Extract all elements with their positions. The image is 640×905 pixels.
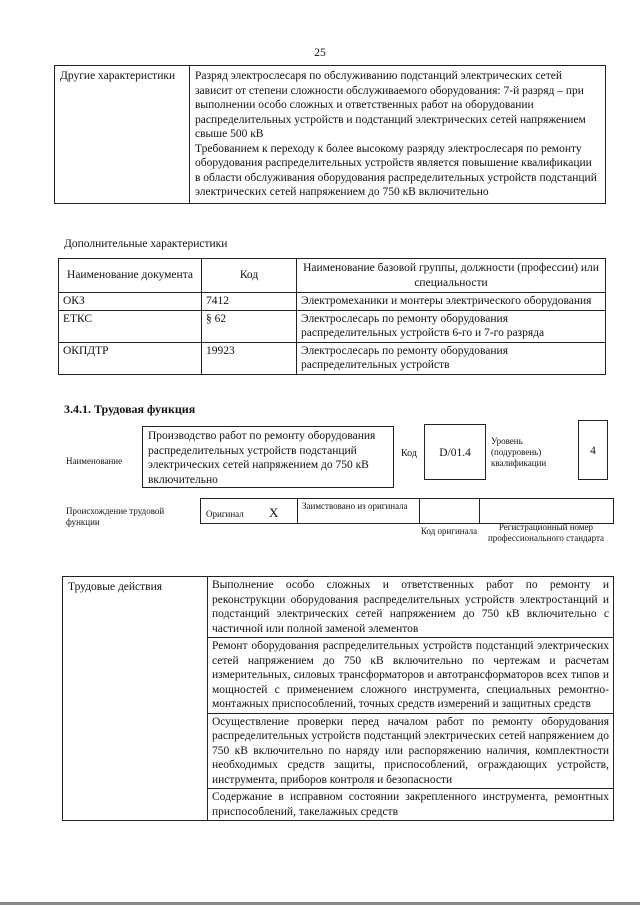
origin-divider	[479, 499, 480, 523]
labor-action-item: Ремонт оборудования распределительных устройств подстанций электрических сетей напряжением до 750 кВ включительно по чертежам и расчетам измерительных, силовых трансформаторов и автотрансформаторов всех типов и мощностей с применением сложного инструмента, специальных ремонтно-монтажных приспособлений, точных средств измерений и защитных средств	[208, 638, 614, 714]
header-group-name: Наименование базовой группы, должности (профессии) или специальности	[297, 259, 606, 293]
reg-number-caption: Регистрационный номер профессионального стандарта	[487, 522, 605, 543]
page-number: 25	[314, 47, 326, 59]
function-code-label: Код	[401, 448, 417, 459]
labor-action-item: Выполнение особо сложных и ответственных работ по ремонту и реконструкции оборудования распределительных устройств электростанций и подстанций электрических сетей напряжением до 750 кВ включительно с частичной или полной заменой элементов	[208, 577, 614, 638]
row-doc: ОКЗ	[59, 293, 202, 311]
level-box: 4	[578, 420, 608, 480]
original-mark: X	[269, 505, 279, 520]
origin-divider	[419, 499, 420, 523]
other-characteristics-label: Другие характеристики	[55, 66, 190, 204]
header-document: Наименование документа	[59, 259, 202, 293]
additional-header-row	[59, 259, 606, 293]
row-code: § 62	[202, 310, 297, 342]
code-original-caption: Код оригинала	[420, 526, 478, 536]
row-name: Электромеханики и монтеры электрического оборудования	[297, 293, 606, 311]
original-label: Оригинал	[206, 509, 244, 519]
row-doc: ОКПДТР	[59, 342, 202, 374]
function-code-box: D/01.4	[424, 424, 486, 480]
row-name: Электрослесарь по ремонту оборудования распределительных устройств	[297, 342, 606, 374]
labor-action-item: Осуществление проверки перед началом работ по ремонту оборудования распределительных устройств подстанций электрических сетей напряжением до 750 кВ включительно по наряду или распоряжению наличия, комплектности необходимых средств защиты, приспособлений, ограждающих устройств, инструмента, приборов контроля и безопасности	[208, 713, 614, 789]
row-name: Электрослесарь по ремонту оборудования распределительных устройств 6-го и 7-го разряда	[297, 310, 606, 342]
other-characteristics-table	[54, 65, 606, 204]
header-code: Код	[202, 259, 297, 293]
function-heading: 3.4.1. Трудовая функция	[64, 402, 196, 416]
origin-divider	[297, 499, 298, 523]
table-row	[59, 293, 606, 311]
function-name-box: Производство работ по ремонту оборудования распределительных устройств подстанций электрических сетей напряжением до 750 кВ включительно	[142, 426, 394, 488]
other-characteristics-text: Разряд электрослесаря по обслуживанию подстанций электрических сетей зависит от степени сложности обслуживаемого оборудования: 7-й разряд – при выполнении особо сложных и ответственных работ на оборудовании распределительных устройств и подстанций электрических сетей напряжением свыше 500 кВ Требованием к переходу к более высокому разряду электрослесаря по ремонту оборудования распределительных устройств является повышение квалификации в области обслуживания оборудования распределительных устройств подстанций электрических сетей напряжением до 750 кВ включительно	[190, 66, 606, 204]
row-doc: ЕТКС	[59, 310, 202, 342]
borrowed-label: Заимствовано из оригинала	[302, 501, 408, 511]
additional-characteristics-heading: Дополнительные характеристики	[64, 238, 228, 250]
table-row	[59, 342, 606, 374]
row-code: 19923	[202, 342, 297, 374]
level-label: Уровень (подуровень) квалификации	[491, 436, 547, 468]
function-name-label: Наименование	[66, 456, 123, 466]
origin-label: Происхождение трудовой функции	[66, 506, 165, 527]
additional-characteristics-table	[58, 258, 606, 375]
labor-action-item: Содержание в исправном состоянии закрепленного инструмента, ремонтных приспособлений, такелажных средств	[208, 789, 614, 821]
table-row	[59, 310, 606, 342]
labor-actions-table	[62, 576, 614, 821]
origin-row	[200, 498, 614, 524]
row-code: 7412	[202, 293, 297, 311]
labor-actions-label: Трудовые действия	[63, 577, 208, 821]
table-row	[63, 577, 614, 638]
